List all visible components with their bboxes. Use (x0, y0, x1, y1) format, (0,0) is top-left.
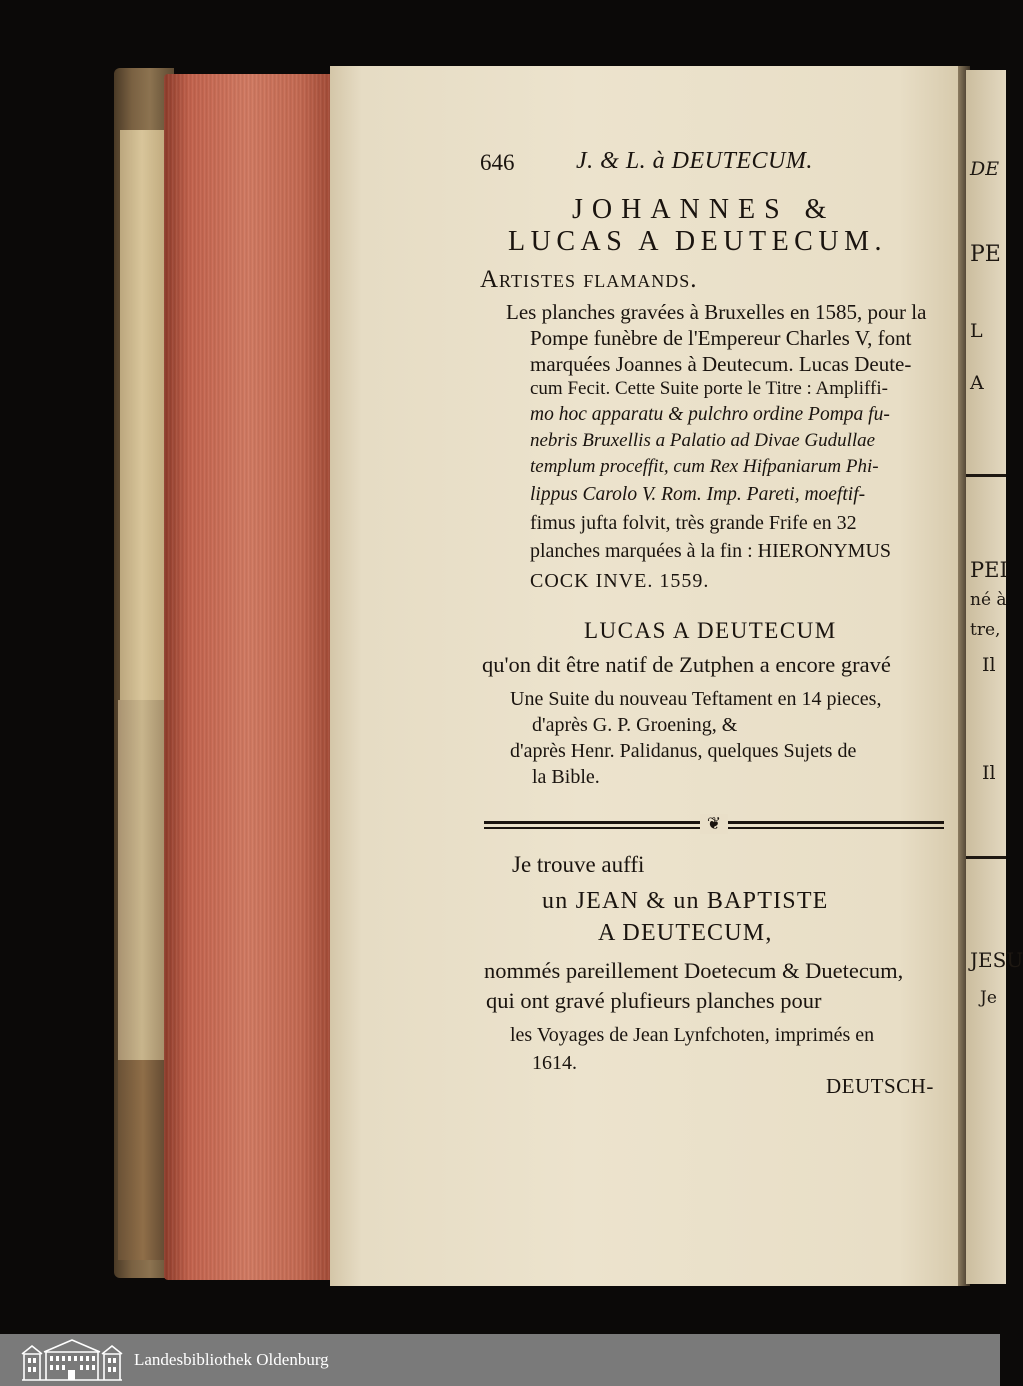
facing-page-fragment (966, 70, 1023, 1284)
facing-fragment: Il (982, 654, 996, 676)
text-line: Pompe funèbre de l'Empereur Charles V, font (530, 326, 912, 350)
text-line: nebris Bruxellis a Palatio ad Divae Gudullae (530, 430, 876, 451)
text-line: Les planches gravées à Bruxelles en 1585, pour la (506, 300, 927, 324)
section-subheading: qu'on dit être natif de Zutphen a encore gravé (482, 652, 891, 677)
book-board-middle (118, 700, 166, 1060)
facing-fragment: JESU (970, 948, 1023, 972)
facing-fragment: PE (970, 242, 1001, 267)
section-heading: LUCAS A DEUTECUM (584, 618, 837, 643)
text-line: mo hoc apparatu & pulchro ordine Pompa fu- (530, 404, 890, 425)
facing-fragment: DE (970, 158, 1000, 180)
facing-rule (966, 474, 1006, 477)
text-line: les Voyages de Jean Lynfchoten, imprimés en (510, 1024, 875, 1046)
text-line: Je trouve auffi (512, 852, 645, 877)
fleuron-icon: ❦ (700, 814, 728, 834)
text-line: qui ont gravé plufieurs planches pour (486, 988, 822, 1013)
page-edges (164, 74, 332, 1280)
book-board-lower (118, 1060, 168, 1260)
facing-rule (966, 856, 1006, 859)
text-line: la Bible. (532, 766, 600, 788)
facing-fragment: Je (980, 988, 997, 1008)
text-line: planches marquées à la fin : HIERONYMUS (530, 540, 892, 562)
text-line: d'après Henr. Palidanus, quelques Sujets de (510, 740, 857, 762)
text-line: fimus jufta folvit, très grande Frife en 32 (530, 512, 857, 534)
facing-fragment: Il (982, 762, 996, 784)
library-building-icon (20, 1338, 124, 1382)
text-line: cum Fecit. Cette Suite porte le Titre : Ampliffi- (530, 378, 888, 399)
facing-fragment: né à (970, 590, 1007, 610)
text-line: COCK INVE. 1559. (530, 570, 710, 592)
facing-fragment: L (970, 320, 983, 342)
article-title-line1: JOHANNES & (572, 194, 836, 225)
book-board-upper (120, 130, 164, 700)
text-line: marquées Joannes à Deutecum. Lucas Deute- (530, 352, 912, 376)
text-line: d'après G. P. Groening, & (532, 714, 738, 736)
page-number: 646 (480, 150, 515, 175)
text-line: Une Suite du nouveau Teftament en 14 pieces, (510, 688, 882, 710)
text-line: 1614. (532, 1052, 577, 1074)
article-title-line2: LUCAS A DEUTECUM. (508, 226, 887, 257)
facing-fragment: tre, (970, 620, 1001, 640)
catchword: DEUTSCH- (826, 1074, 934, 1098)
ornamental-rule (484, 814, 944, 834)
running-head: J. & L. à DEUTECUM. (576, 148, 813, 174)
facing-fragment: PEI (970, 558, 1008, 582)
section-heading: A DEUTECUM, (598, 920, 773, 946)
library-name[interactable]: Landesbibliothek Oldenburg (134, 1350, 329, 1369)
facing-fragment: A (970, 372, 984, 394)
text-line: lippus Carolo V. Rom. Imp. Pareti, moeftif- (530, 484, 866, 505)
section-heading: un JEAN & un BAPTISTE (542, 888, 829, 914)
footer-bar (0, 1334, 1000, 1386)
text-line: nommés pareillement Doetecum & Duetecum, (484, 958, 904, 983)
article-subtitle: Artistes flamands. (480, 266, 698, 293)
text-line: templum proceffit, cum Rex Hifpaniarum Phi- (530, 456, 879, 477)
